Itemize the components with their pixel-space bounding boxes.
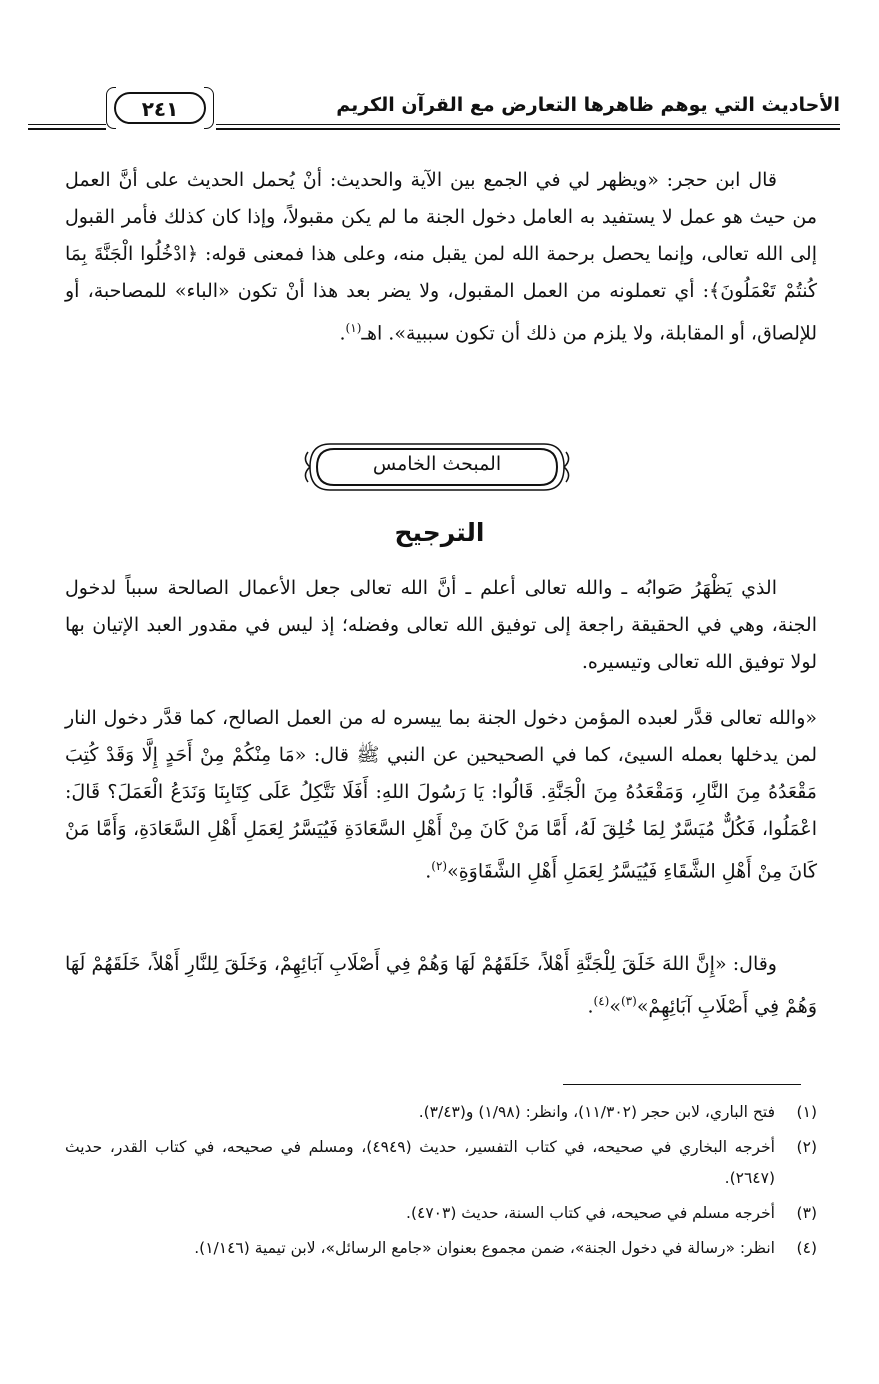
footnote-marker-4: (٤) <box>593 994 610 1008</box>
paragraph-text: وقال: «إِنَّ اللهَ خَلَقَ لِلْجَنَّةِ أَهْلاً، خَلَقَهُمْ لَهَا وَهُمْ فِي أَصْلَابِ آبَائِهِمْ، وَخَلَقَ لِلنَّارِ أَهْلاً، خَلَقَهُمْ لَهَا وَهُمْ فِي أَصْلَابِ آبَائِهِمْ» <box>65 953 817 1018</box>
footnote-text: فتح الباري، لابن حجر (١١/٣٠٢)، وانظر: (١/٩٨) و(٣/٤٣). <box>418 1103 775 1121</box>
footnotes <box>65 1097 817 1268</box>
footnote-number: (٣) <box>796 1204 817 1222</box>
footnote-marker-2: (٢) <box>431 859 448 873</box>
page-number: ٢٤١ <box>141 97 179 121</box>
section-banner <box>302 438 572 496</box>
paragraph-ibn-hajar: قال ابن حجر: «ويظهر لي في الجمع بين الآية والحديث: أنْ يُحمل الحديث على أنَّ العمل من حيث هو عمل لا يستفيد به العامل دخول الجنة ما لم يكن مقبولاً، وإذا كان كذلك فأمر القبول إلى الله تعالى، وإنما يحصل برحمة الله لمن يقبل منه، وعلى هذا فمعنى قوله: ﴿ادْخُلُوا الْجَنَّةَ بِمَا كُنتُمْ تَعْمَلُونَ﴾: أي تعملونه من العمل المقبول، ولا يضر بعد هذا أنْ تكون «الباء» للمصاحبة، أو للإلصاق، أو المقابلة، ولا يلزم من ذلك أن تكون سببية». اهـ$^{(١)}$. <box>65 169 817 345</box>
footnote-separator <box>563 1084 801 1085</box>
footnote-marker-3: (٣) <box>620 994 637 1008</box>
footnote-text: أخرجه مسلم في صحيحه، في كتاب السنة، حديث (٤٧٠٣). <box>406 1204 775 1222</box>
running-header <box>28 90 840 134</box>
footnote <box>65 1132 817 1194</box>
footnote-number: (٤) <box>796 1239 817 1257</box>
footnote <box>65 1097 817 1128</box>
footnote-text: انظر: «رسالة في دخول الجنة»، ضمن مجموع بعنوان «جامع الرسائل»، لابن تيمية (١/١٤٦). <box>194 1239 775 1257</box>
page-number-frame <box>106 90 216 130</box>
footnote <box>65 1233 817 1264</box>
paragraph-text: قال ابن حجر: «ويظهر لي في الجمع بين الآية والحديث: أنْ يُحمل الحديث على أنَّ العمل من حيث هو عمل لا يستفيد به العامل دخول الجنة ما لم يكن مقبولاً، وإذا كان كذلك فأمر القبول إلى الله تعالى، وإنما يحصل برحمة الله لمن يقبل منه، وعلى هذا فمعنى قوله: ﴿ادْخُلُوا الْجَنَّةَ بِمَا كُنتُمْ تَعْمَلُونَ﴾: أي تعملونه من العمل المقبول، ولا يضر بعد هذا أنْ تكون «الباء» للمصاحبة، أو للإلصاق، أو المقابلة، ولا يلزم من ذلك أن تكون سببية». اهـ <box>65 169 817 345</box>
paragraph-hadith: «والله تعالى قدَّر لعبده المؤمن دخول الجنة بما ييسره له من العمل الصالح، كما قدَّر دخول النار لمن يدخلها بعمله السيئ، كما في الصحيحين عن النبي ﷺ قال: «مَا مِنْكُمْ مِنْ أَحَدٍ إِلَّا وَقَدْ كُتِبَ مَقْعَدُهُ مِنَ النَّارِ، وَمَقْعَدُهُ مِنَ الْجَنَّةِ. قَالُوا: يَا رَسُولَ اللهِ: أَفَلَا نَتَّكِلُ عَلَى كِتَابِنَا وَنَدَعُ الْعَمَلَ؟ قَالَ: اعْمَلُوا، فَكُلٌّ مُيَسَّرٌ لِمَا خُلِقَ لَهُ، أَمَّا مَنْ كَانَ مِنْ أَهْلِ السَّعَادَةِ فَيُيَسَّرُ لِعَمَلِ أَهْلِ السَّعَادَةِ، وَأَمَّا مَنْ كَانَ مِنْ أَهْلِ الشَّقَاءِ فَيُيَسَّرُ لِعَمَلِ أَهْلِ الشَّقَاوَةِ»$^{(٢)}$. <box>65 707 817 883</box>
footnote-number: (١) <box>796 1103 817 1121</box>
footnote-text: أخرجه البخاري في صحيحه، في كتاب التفسير، حديث (٤٩٤٩)، ومسلم في صحيحه، في كتاب القدر، حديث (٢٦٤٧). <box>65 1138 775 1187</box>
section-heading: الترجيح <box>394 518 485 547</box>
header-title: الأحاديث التي يوهم ظاهرها التعارض مع القرآن الكريم <box>336 94 840 116</box>
paragraph-tarjih: الذي يَظْهَرُ صَوابُه ـ والله تعالى أعلم ـ أنَّ الله تعالى جعل الأعمال الصالحة سبباً لدخول الجنة، وهي في الحقيقة راجعة إلى توفيق الله تعالى وفضله؛ إذ ليس في مقدور العبد الإتيان بها لولا توفيق الله تعالى وتيسيره. <box>65 577 817 673</box>
footnote <box>65 1198 817 1229</box>
footnote-number: (٢) <box>796 1138 817 1156</box>
footnote-marker-1: (١) <box>345 321 362 335</box>
paragraph-text: «والله تعالى قدَّر لعبده المؤمن دخول الجنة بما ييسره له من العمل الصالح، كما قدَّر دخول النار لمن يدخلها بعمله السيئ، كما في الصحيحين عن النبي ﷺ قال: «مَا مِنْكُمْ مِنْ أَحَدٍ إِلَّا وَقَدْ كُتِبَ مَقْعَدُهُ مِنَ النَّارِ، وَمَقْعَدُهُ مِنَ الْجَنَّةِ. قَالُوا: يَا رَسُولَ اللهِ: أَفَلَا نَتَّكِلُ عَلَى كِتَابِنَا وَنَدَعُ الْعَمَلَ؟ قَالَ: اعْمَلُوا، فَكُلٌّ مُيَسَّرٌ لِمَا خُلِقَ لَهُ، أَمَّا مَنْ كَانَ مِنْ أَهْلِ السَّعَادَةِ فَيُيَسَّرُ لِعَمَلِ أَهْلِ السَّعَادَةِ، وَأَمَّا مَنْ كَانَ مِنْ أَهْلِ الشَّقَاءِ فَيُيَسَّرُ لِعَمَلِ أَهْلِ الشَّقَاوَةِ» <box>65 707 817 883</box>
section-title: المبحث الخامس <box>372 453 502 475</box>
page-number-ornament <box>114 92 206 124</box>
paragraph-hadith-2: وقال: «إِنَّ اللهَ خَلَقَ لِلْجَنَّةِ أَهْلاً، خَلَقَهُمْ لَهَا وَهُمْ فِي أَصْلَابِ آبَائِهِمْ، وَخَلَقَ لِلنَّارِ أَهْلاً، خَلَقَهُمْ لَهَا وَهُمْ فِي أَصْلَابِ آبَائِهِمْ»$^{(٣)}$»$^{(٤)}$. <box>65 953 817 1018</box>
